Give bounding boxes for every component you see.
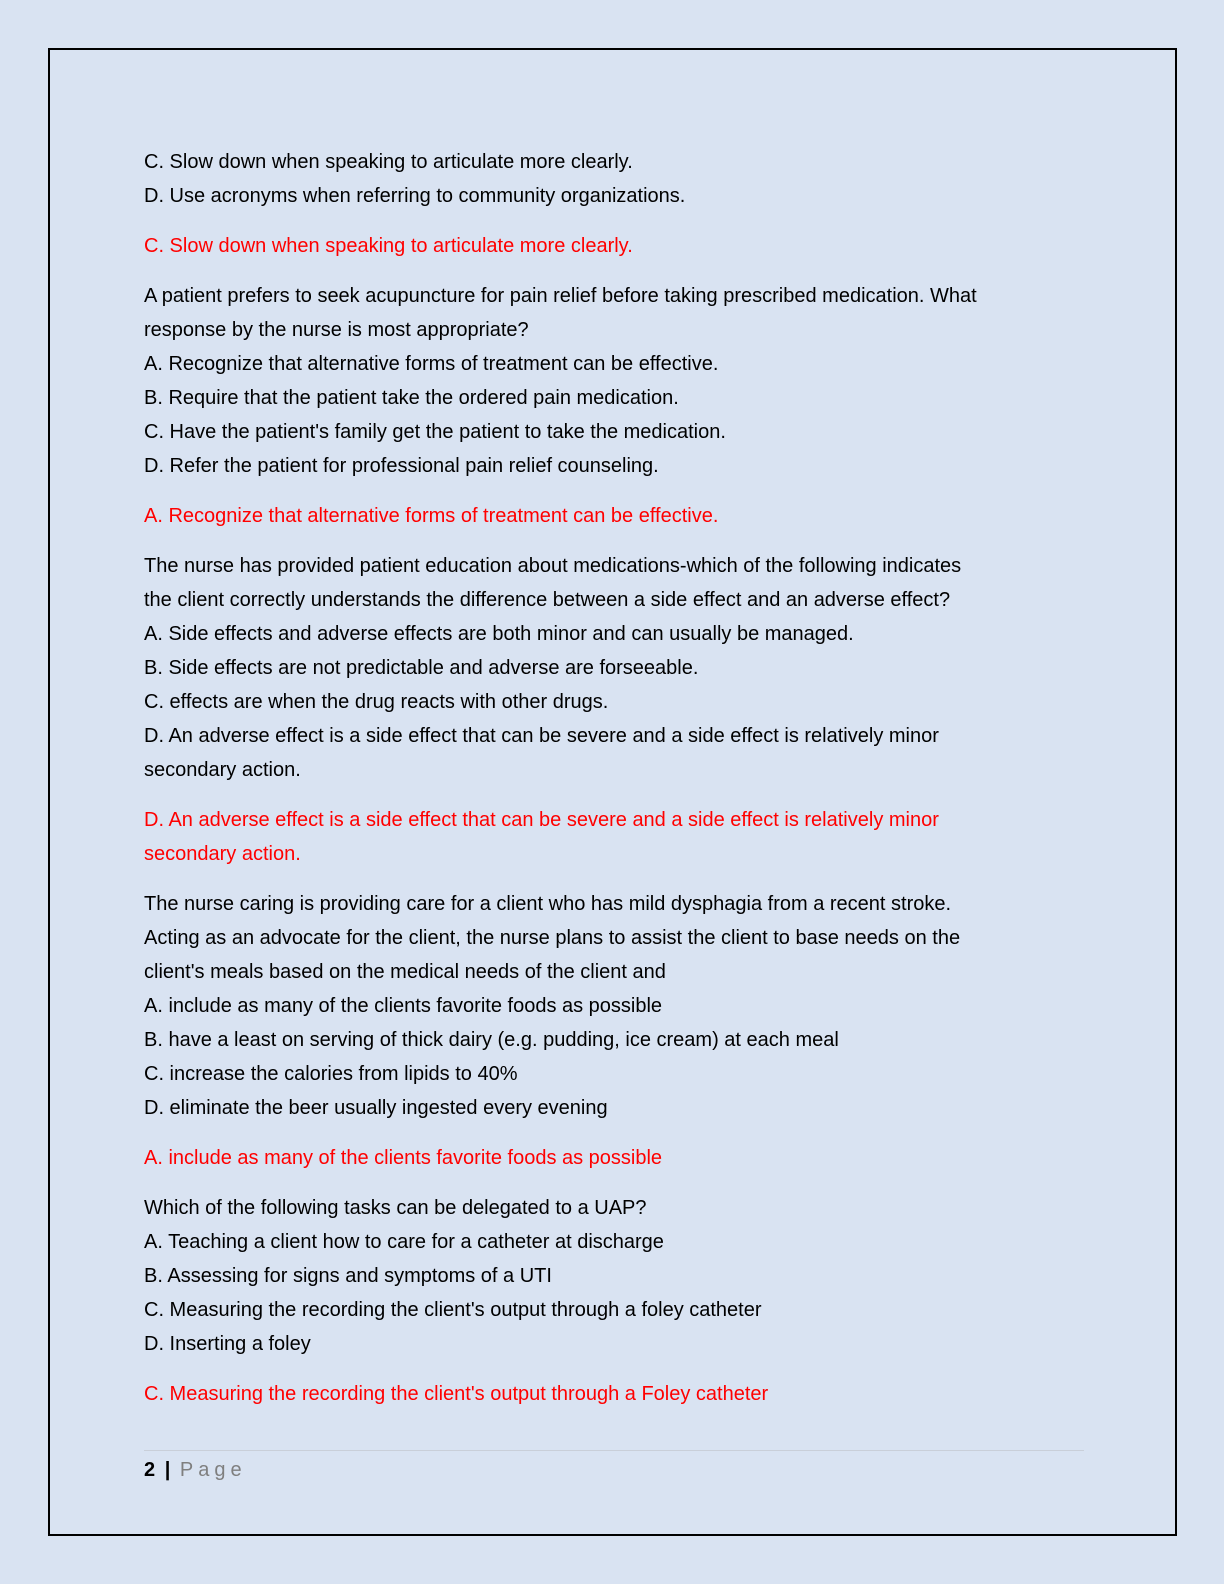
answer-line: A. include as many of the clients favorite foods as possible — [144, 1147, 663, 1169]
text-line: A patient prefers to seek acupuncture for pain relief before taking prescribed medication. What — [144, 285, 977, 307]
text-line: D. Use acronyms when referring to community organizations. — [144, 185, 686, 207]
answer-line: secondary action. — [144, 843, 301, 865]
footer-separator: | — [164, 1459, 171, 1481]
answer-block — [144, 803, 1079, 871]
text-line: The nurse caring is providing care for a client who has mild dysphagia from a recent stroke. — [144, 893, 952, 915]
answer-line: A. Recognize that alternative forms of treatment can be effective. — [144, 505, 719, 527]
text-line: C. increase the calories from lipids to 40% — [144, 1063, 518, 1085]
answer-line: D. An adverse effect is a side effect that can be severe and a side effect is relatively minor — [144, 809, 939, 831]
document-body — [144, 145, 1079, 1427]
text-line: B. Require that the patient take the ordered pain medication. — [144, 387, 679, 409]
text-line: C. Measuring the recording the client's output through a foley catheter — [144, 1299, 762, 1321]
options-block — [144, 145, 1079, 213]
text-line: D. An adverse effect is a side effect that can be severe and a side effect is relatively minor — [144, 725, 939, 747]
question-block — [144, 1191, 1079, 1361]
text-line: client's meals based on the medical needs of the client and — [144, 961, 666, 983]
answer-block — [144, 1141, 1079, 1175]
page-footer — [144, 1455, 247, 1485]
question-block — [144, 279, 1079, 483]
text-line: response by the nurse is most appropriate? — [144, 319, 529, 341]
page-number: 2 — [144, 1459, 156, 1481]
answer-line: C. Measuring the recording the client's output through a Foley catheter — [144, 1383, 769, 1405]
text-line: B. have a least on serving of thick dairy (e.g. pudding, ice cream) at each meal — [144, 1029, 839, 1051]
text-line: Acting as an advocate for the client, the nurse plans to assist the client to base needs on the — [144, 927, 961, 949]
text-line: C. Have the patient's family get the patient to take the medication. — [144, 421, 726, 443]
question-block — [144, 887, 1079, 1125]
answer-block — [144, 1377, 1079, 1411]
answer-block — [144, 229, 1079, 263]
text-line: B. Side effects are not predictable and adverse are forseeable. — [144, 657, 699, 679]
text-line: A. Side effects and adverse effects are both minor and can usually be managed. — [144, 623, 854, 645]
text-line: D. Refer the patient for professional pain relief counseling. — [144, 455, 659, 477]
answer-line: C. Slow down when speaking to articulate more clearly. — [144, 235, 633, 257]
text-line: C. effects are when the drug reacts with other drugs. — [144, 691, 609, 713]
text-line: A. include as many of the clients favorite foods as possible — [144, 995, 663, 1017]
text-line: D. Inserting a foley — [144, 1333, 311, 1355]
text-line: secondary action. — [144, 759, 301, 781]
page-label: Page — [179, 1459, 247, 1481]
text-line: Which of the following tasks can be delegated to a UAP? — [144, 1197, 647, 1219]
text-line: B. Assessing for signs and symptoms of a UTI — [144, 1265, 552, 1287]
footer-divider — [144, 1450, 1084, 1451]
text-line: A. Teaching a client how to care for a catheter at discharge — [144, 1231, 664, 1253]
question-block — [144, 549, 1079, 787]
text-line: D. eliminate the beer usually ingested every evening — [144, 1097, 608, 1119]
text-line: The nurse has provided patient education about medications-which of the following indicates — [144, 555, 962, 577]
answer-block — [144, 499, 1079, 533]
text-line: C. Slow down when speaking to articulate more clearly. — [144, 151, 633, 173]
text-line: the client correctly understands the difference between a side effect and an adverse effect? — [144, 589, 951, 611]
text-line: A. Recognize that alternative forms of treatment can be effective. — [144, 353, 719, 375]
